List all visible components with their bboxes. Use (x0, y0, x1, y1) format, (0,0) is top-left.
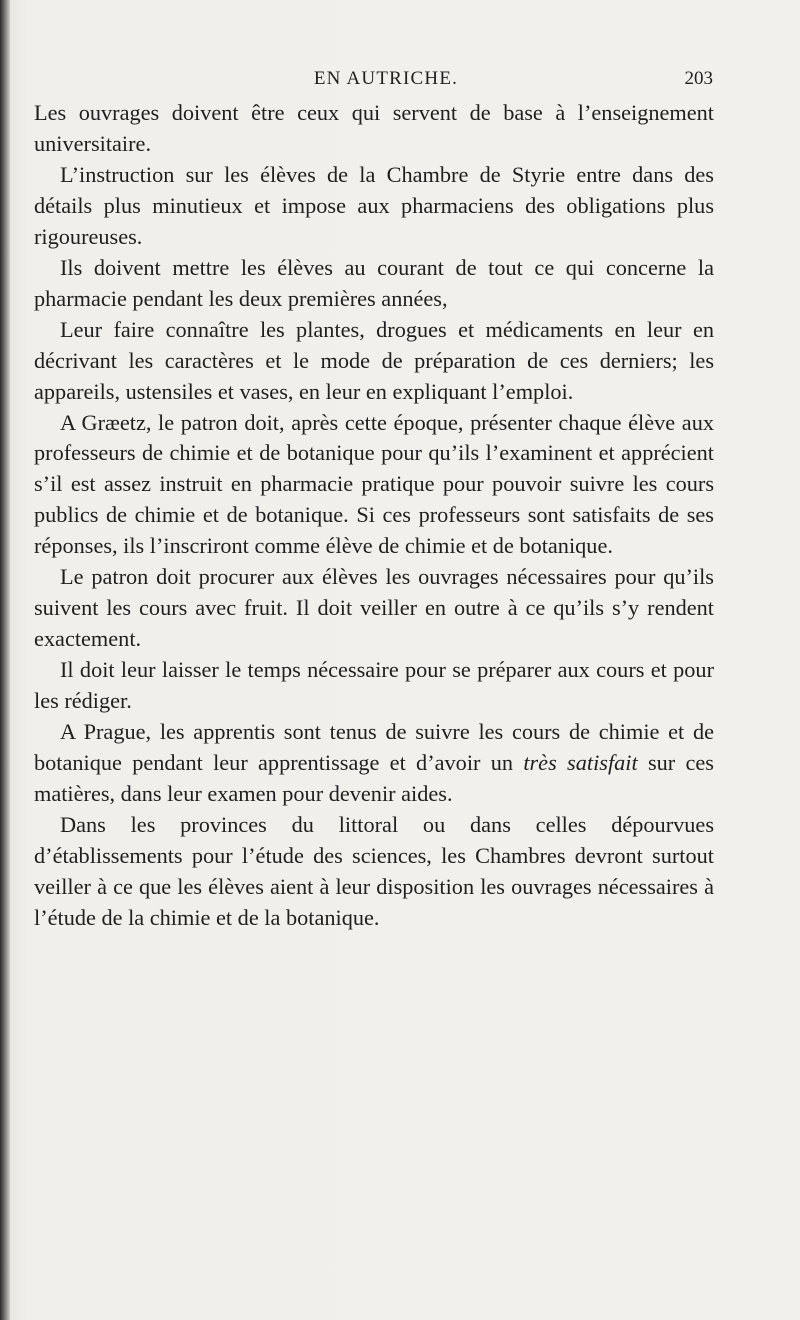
paragraph-9: Dans les provinces du littoral ou dans celles dépourvues d’établissements pour l’étude des sciences, les Chambres devront surtout veiller à ce que les élèves aient à leur disposition les ouvrages nécessaires à l’étude de la chimie et de la botanique. (34, 811, 714, 930)
paragraph-8-emphasis: très satisfait (523, 750, 638, 776)
paragraph-2: L’instruction sur les élèves de la Chambre de Styrie entre dans des détails plus minutieux et impose aux pharmaciens des obligations plus rigoureuses. (34, 161, 714, 249)
paragraph-8 (34, 717, 714, 810)
binding-edge (0, 0, 10, 1320)
paragraph-8-start: A Prague, les apprentis sont tenus de suivre les cours de chimie et de botanique pendant leur apprentissage et d’avoir un (34, 719, 714, 776)
paragraph-4: Leur faire connaître les plantes, drogues et médicaments en leur en décrivant les caractères et le mode de préparation de ces derniers; les appareils, ustensiles et vases, en leur en expliquant l’emploi. (34, 316, 714, 404)
paragraph-3: Ils doivent mettre les élèves au courant de tout ce qui concerne la pharmacie pendant les deux premières années, (34, 254, 714, 311)
paragraph-7: Il doit leur laisser le temps nécessaire pour se préparer aux cours et pour les rédiger. (34, 657, 714, 714)
paragraph-1: Les ouvrages doivent être ceux qui servent de base à l’enseignement universitaire. (34, 100, 714, 156)
paragraph-5: A Græetz, le patron doit, après cette époque, présenter chaque élève aux professeurs de chimie et de botanique pour qu’ils l’examinent et apprécient s’il est assez instruit en pharmacie pratique pour pouvoir suivre les cours publics de chimie et de botanique. Si ces professeurs sont satisfaits de ses réponses, ils l’inscriront comme élève de chimie et de botanique. (34, 409, 714, 559)
page-number: 203 (684, 68, 713, 89)
running-title: EN AUTRICHE. (313, 68, 459, 89)
body-text (34, 98, 714, 934)
paragraph-6: Le patron doit procurer aux élèves les ouvrages nécessaires pour qu’ils suivent les cours avec fruit. Il doit veiller en outre à ce qu’ils s’y rendent exactement. (34, 564, 714, 652)
paragraph-8-end: sur ces matières, dans leur examen pour devenir aides. (34, 750, 714, 806)
page-header (0, 68, 800, 94)
